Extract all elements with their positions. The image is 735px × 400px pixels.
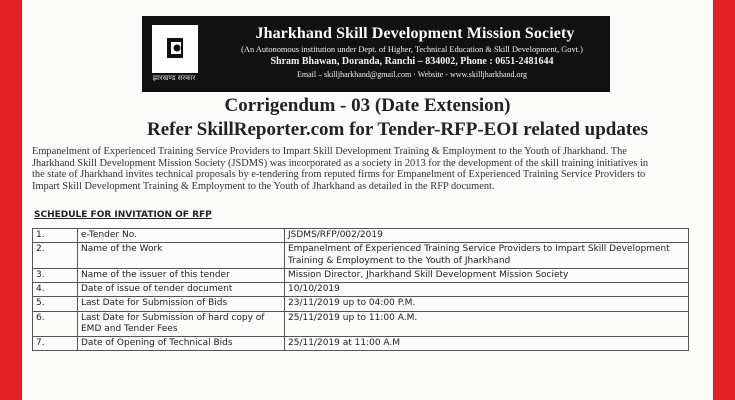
row-value: 25/11/2019 up to 11:00 A.M. xyxy=(285,311,689,337)
table-row xyxy=(33,311,689,337)
reference-title: Refer SkillReporter.com for Tender-RFP-EOI related updates xyxy=(147,119,648,140)
table-row xyxy=(33,229,689,243)
row-value: 25/11/2019 at 11:00 A.M xyxy=(285,337,689,351)
row-field: Last Date for Submission of Bids xyxy=(78,297,285,311)
row-number: 7. xyxy=(33,337,78,351)
row-field: Date of Opening of Technical Bids xyxy=(78,337,285,351)
schedule-heading: SCHEDULE FOR INVITATION OF RFP xyxy=(34,210,212,220)
intro-line: the state of Jharkhand invites technical proposals by e-tendering from reputed firms for Empanelment of Experienced Training Service Providers to xyxy=(32,169,646,181)
intro-line: Empanelment of Experienced Training Service Providers to Impart Skill Development Training & Employment to the Youth of Jharkhand. The xyxy=(32,146,627,157)
table-row xyxy=(33,297,689,311)
row-field: Last Date for Submission of hard copy of EMD and Tender Fees xyxy=(78,311,285,337)
document-page xyxy=(22,0,713,400)
row-number: 2. xyxy=(33,243,78,269)
schedule-table xyxy=(32,228,689,351)
corrigendum-title: Corrigendum - 03 (Date Extension) xyxy=(224,95,511,116)
organisation-subtitle: (An Autonomous institution under Dept. of Higher, Technical Education & Skill Development, Govt.) xyxy=(241,45,583,54)
row-value: 10/10/2019 xyxy=(285,283,689,297)
row-field: e-Tender No. xyxy=(78,229,285,243)
row-field: Name of the issuer of this tender xyxy=(78,268,285,282)
organisation-contact: Email – skilljharkhand@gmail.com · Website - www.skilljharkhand.org xyxy=(296,70,528,79)
emblem-icon xyxy=(163,34,187,62)
row-value: 23/11/2019 up to 04:00 P.M. xyxy=(285,297,689,311)
table-row xyxy=(33,337,689,351)
table-row xyxy=(33,243,689,269)
intro-line: Jharkhand Skill Development Mission Society (JSDMS) was incorporated as a society in 2013 for the development of the skill training initiatives in xyxy=(32,157,649,169)
letterhead-banner xyxy=(142,16,610,92)
row-value: Empanelment of Experienced Training Service Providers to Impart Skill Development Training & Employment to the Youth of Jharkhand xyxy=(285,243,689,269)
table-row xyxy=(33,283,689,297)
row-number: 6. xyxy=(33,311,78,337)
row-field: Date of issue of tender document xyxy=(78,283,285,297)
table-row xyxy=(33,268,689,282)
organisation-address: Shram Bhawan, Doranda, Ranchi – 834002, Phone : 0651-2481644 xyxy=(270,56,554,67)
organisation-name: Jharkhand Skill Development Mission Society xyxy=(255,25,575,42)
row-value: JSDMS/RFP/002/2019 xyxy=(285,229,689,243)
intro-line: Impart Skill Development Training & Employment to the Youth of Jharkhand as detailed in the RFP document. xyxy=(32,180,495,192)
row-number: 4. xyxy=(33,283,78,297)
jsdms-logo xyxy=(152,25,198,73)
row-number: 1. xyxy=(33,229,78,243)
row-number: 5. xyxy=(33,297,78,311)
row-field: Name of the Work xyxy=(78,243,285,269)
row-number: 3. xyxy=(33,268,78,282)
logo-caption: झारखण्ड सरकार xyxy=(152,74,196,82)
intro-paragraph xyxy=(32,146,694,193)
row-value: Mission Director, Jharkhand Skill Development Mission Society xyxy=(285,268,689,282)
